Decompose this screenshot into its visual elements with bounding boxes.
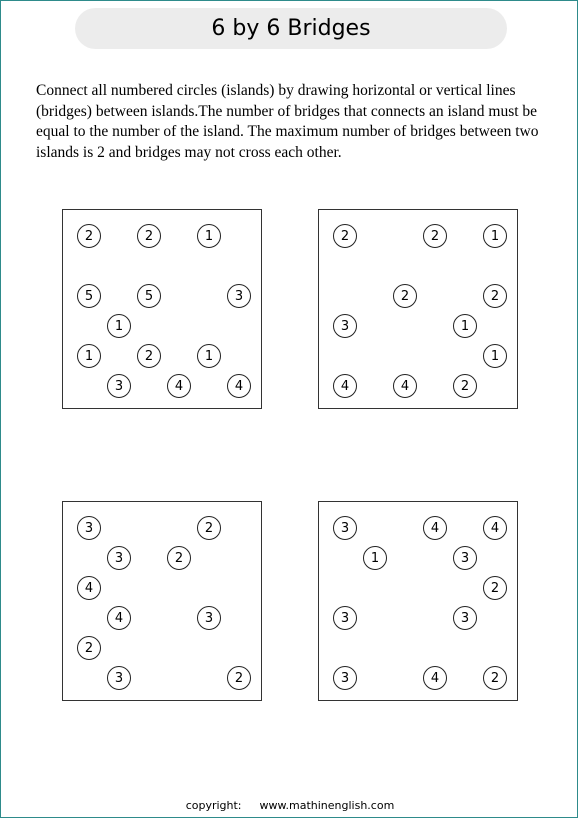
island-circle[interactable]: 2 — [423, 224, 447, 248]
island-circle[interactable]: 2 — [333, 224, 357, 248]
island-circle[interactable]: 4 — [333, 374, 357, 398]
island-circle[interactable]: 3 — [77, 516, 101, 540]
island-circle[interactable]: 1 — [107, 314, 131, 338]
island-circle[interactable]: 3 — [107, 666, 131, 690]
island-circle[interactable]: 5 — [137, 284, 161, 308]
island-circle[interactable]: 2 — [167, 546, 191, 570]
copyright-label: copyright: — [185, 799, 242, 812]
island-circle[interactable]: 3 — [333, 314, 357, 338]
island-circle[interactable]: 4 — [167, 374, 191, 398]
island-circle[interactable]: 4 — [423, 516, 447, 540]
island-circle[interactable]: 3 — [333, 516, 357, 540]
island-circle[interactable]: 1 — [363, 546, 387, 570]
island-circle[interactable]: 5 — [77, 284, 101, 308]
island-circle[interactable]: 3 — [453, 606, 477, 630]
puzzle-grid-1 — [62, 209, 262, 409]
island-circle[interactable]: 1 — [77, 344, 101, 368]
island-circle[interactable]: 3 — [107, 374, 131, 398]
island-circle[interactable]: 2 — [453, 374, 477, 398]
island-circle[interactable]: 1 — [197, 224, 221, 248]
island-circle[interactable]: 1 — [483, 344, 507, 368]
island-circle[interactable]: 1 — [197, 344, 221, 368]
island-circle[interactable]: 4 — [423, 666, 447, 690]
island-circle[interactable]: 4 — [77, 576, 101, 600]
island-circle[interactable]: 2 — [197, 516, 221, 540]
island-circle[interactable]: 3 — [227, 284, 251, 308]
page-title: 6 by 6 Bridges — [211, 16, 371, 41]
island-circle[interactable]: 4 — [107, 606, 131, 630]
island-circle[interactable]: 2 — [77, 224, 101, 248]
island-circle[interactable]: 2 — [483, 666, 507, 690]
copyright-link[interactable]: www.mathinenglish.com — [259, 799, 395, 812]
puzzle-grid-3 — [62, 501, 262, 701]
island-circle[interactable]: 3 — [107, 546, 131, 570]
island-circle[interactable]: 2 — [227, 666, 251, 690]
island-circle[interactable]: 4 — [483, 516, 507, 540]
island-circle[interactable]: 2 — [393, 284, 417, 308]
island-circle[interactable]: 3 — [197, 606, 221, 630]
island-circle[interactable]: 1 — [453, 314, 477, 338]
island-circle[interactable]: 2 — [137, 344, 161, 368]
instructions-text: Connect all numbered circles (islands) by drawing horizontal or vertical lines (bridges) between islands.The number of bridges that connects an island must be equal to the number of the island. The maximum number of bridges between two islands is 2 and bridges may not cross each other. — [36, 82, 539, 161]
puzzle-grid-4 — [318, 501, 518, 701]
island-circle[interactable]: 4 — [393, 374, 417, 398]
island-circle[interactable]: 2 — [77, 636, 101, 660]
title-banner — [75, 8, 507, 49]
island-circle[interactable]: 2 — [483, 576, 507, 600]
puzzle-grid-2 — [318, 209, 518, 409]
footer — [1, 799, 578, 812]
island-circle[interactable]: 3 — [333, 606, 357, 630]
island-circle[interactable]: 2 — [137, 224, 161, 248]
island-circle[interactable]: 3 — [453, 546, 477, 570]
island-circle[interactable]: 1 — [483, 224, 507, 248]
island-circle[interactable]: 2 — [483, 284, 507, 308]
island-circle[interactable]: 3 — [333, 666, 357, 690]
island-circle[interactable]: 4 — [227, 374, 251, 398]
